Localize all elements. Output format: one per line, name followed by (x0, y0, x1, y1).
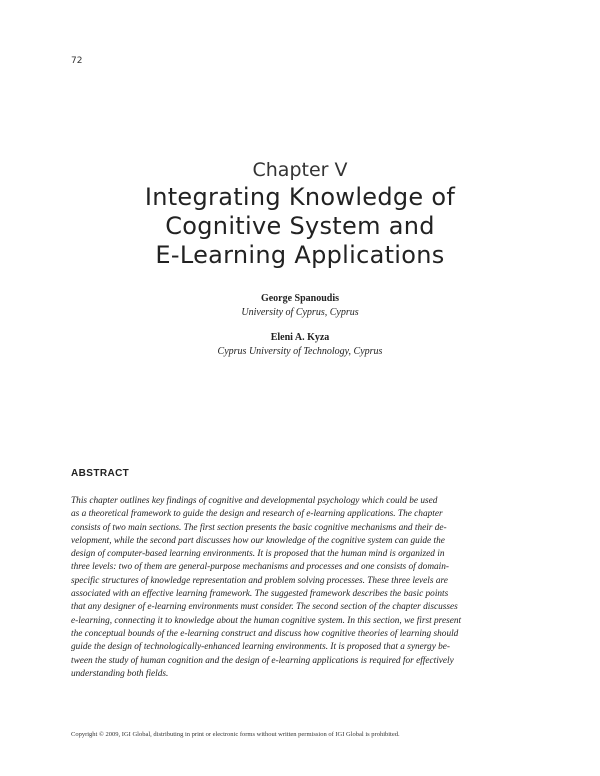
abstract-line: tween the study of human cognition and the design of e-learning applications is required for effectively (71, 655, 454, 666)
author-block (0, 331, 600, 359)
author-block (0, 292, 600, 320)
abstract-line: This chapter outlines key findings of cognitive and developmental psychology which could be used (71, 496, 438, 506)
author-affiliation: University of Cyprus, Cyprus (241, 307, 359, 318)
abstract-line: specific structures of knowledge representation and problem solving processes. These three levels are (71, 575, 448, 586)
copyright-notice: Copyright © 2009, IGI Global, distributing in print or electronic forms without written permission of IGI Global is prohibited. (71, 731, 400, 738)
title-line: E-Learning Applications (155, 241, 445, 269)
abstract-line: associated with an effective learning framework. The suggested framework describes the basic points (71, 589, 449, 600)
chapter-label: Chapter V (252, 159, 348, 181)
abstract-line: understanding both fields. (71, 668, 169, 679)
title-line: Integrating Knowledge of (144, 183, 456, 211)
abstract-line: that any designer of e-learning environments must consider. The second section of the chapter discusses (71, 602, 458, 613)
abstract-line: guide the design of technologically-enhanced learning environments. It is proposed that a synergy be- (71, 642, 451, 653)
abstract-line: design of computer-based learning environments. It is proposed that the human mind is organized in (71, 549, 445, 560)
author-name: George Spanoudis (260, 293, 340, 304)
abstract-line: the conceptual bounds of the e-learning construct and discuss how cognitive theories of learning should (71, 628, 459, 639)
page-number: 72 (71, 56, 83, 66)
abstract-line: consists of two main sections. The first section presents the basic cognitive mechanisms and their de- (71, 522, 447, 533)
abstract-body (71, 495, 531, 681)
abstract-line: as a theoretical framework to guide the design and research of e-learning applications. The chapter (71, 509, 443, 520)
author-name: Eleni A. Kyza (270, 332, 330, 343)
title-line: Cognitive System and (165, 212, 435, 240)
abstract-heading: ABSTRACT (71, 468, 130, 479)
abstract-line: velopment, while the second part discusses how our knowledge of the cognitive system can guide the (71, 535, 445, 546)
chapter-title (0, 183, 600, 270)
author-affiliation: Cyprus University of Technology, Cyprus (217, 346, 383, 357)
abstract-line: three levels: two of them are general-purpose mechanisms and processes and one consists of domain- (71, 562, 450, 573)
abstract-line: e-learning, connecting it to knowledge about the human cognitive system. In this section, we first present (71, 615, 462, 626)
